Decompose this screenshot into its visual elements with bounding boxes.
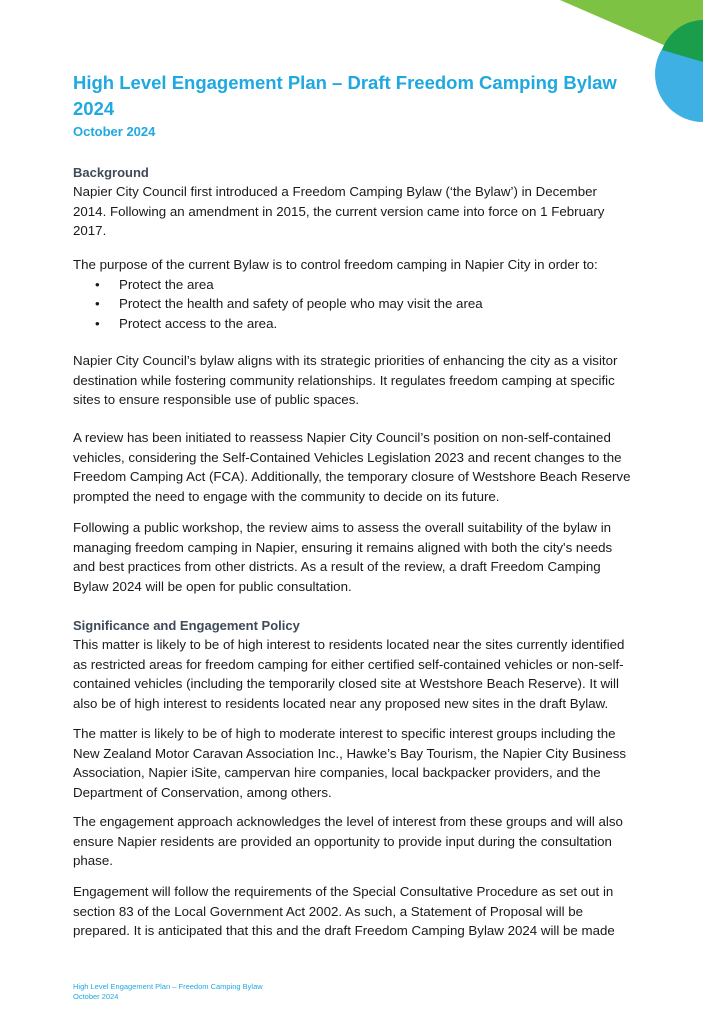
interest-groups-block — [73, 724, 633, 802]
purpose-list — [73, 275, 633, 334]
significance-paragraph-3: The engagement approach acknowledges the level of interest from these groups and will also ensure Napier residents are provided an opportunity to provide input during the consultation phase. — [73, 814, 623, 868]
significance-section — [73, 616, 633, 713]
background-section — [73, 163, 633, 241]
page-footer — [73, 982, 263, 1002]
document-date: October 2024 — [73, 124, 156, 139]
background-paragraph-2: The purpose of the current Bylaw is to control freedom camping in Napier City in order to: — [73, 257, 598, 272]
significance-paragraph-2: The matter is likely to be of high to moderate interest to specific interest groups including the New Zealand Motor Caravan Association Inc., Hawke’s Bay Tourism, the Napier City Business Association, Napier iSite, campervan hire companies, local backpacker providers, and the Department of Conservation, among others. — [73, 726, 627, 800]
purpose-list-item: • Protect access to the area. — [73, 314, 633, 334]
background-paragraph-5: Following a public workshop, the review aims to assess the overall suitability of the bylaw in managing freedom camping in Napier, ensuring it remains aligned with both the city's needs and best practices from other districts. As a result of the review, a draft Freedom Camping Bylaw 2024 will be open for public consultation. — [73, 520, 613, 594]
consultative-procedure-block — [73, 882, 633, 941]
dark-green-segment-shape — [662, 20, 703, 62]
significance-paragraph-1: This matter is likely to be of high interest to residents located near the sites currently identified as restricted areas for freedom camping for either certified self-contained vehicles or non-self-contained vehicles (including the temporarily closed site at Westshore Beach Reserve). It will also be of high interest to residents located near any proposed new sites in the draft Bylaw. — [73, 637, 625, 711]
blue-circle-shape — [655, 26, 703, 122]
significance-paragraph-4: Engagement will follow the requirements of the Special Consultative Procedure as set out in section 83 of the Local Government Act 2002. As such, a Statement of Proposal will be prepared. It is anticipated that this and the draft Freedom Camping Bylaw 2024 will be made — [73, 884, 615, 938]
background-paragraph-4: A review has been initiated to reassess Napier City Council’s position on non-self-contained vehicles, considering the Self-Contained Vehicles Legislation 2023 and recent changes to the Freedom Camping Act (FCA). Additionally, the temporary closure of Westshore Beach Reserve prompted the need to engage with the community to decide on its future. — [73, 430, 631, 504]
background-paragraph-1: Napier City Council first introduced a Freedom Camping Bylaw (‘the Bylaw’) in December 2014. Following an amendment in 2015, the current version came into force on 1 February 2017. — [73, 184, 605, 238]
purpose-list-item: • Protect the health and safety of people who may visit the area — [73, 294, 633, 314]
footer-title: High Level Engagement Plan – Freedom Camping Bylaw — [73, 982, 263, 991]
purpose-block — [73, 255, 633, 333]
background-paragraph-3: Napier City Council’s bylaw aligns with its strategic priorities of enhancing the city as a visitor destination while fostering community relationships. It regulates freedom camping at specific sites to ensure responsible use of public spaces. — [73, 353, 618, 407]
footer-date: October 2024 — [73, 992, 119, 1001]
document-title: High Level Engagement Plan – Draft Freedom Camping Bylaw 2024 — [73, 72, 617, 119]
purpose-list-item: • Protect the area — [73, 275, 633, 295]
review-block — [73, 428, 633, 506]
significance-heading: Significance and Engagement Policy — [73, 618, 300, 633]
background-heading: Background — [73, 165, 149, 180]
strategy-block — [73, 351, 633, 410]
green-wedge-shape — [560, 0, 703, 62]
workshop-block — [73, 518, 633, 596]
engagement-approach-block — [73, 812, 633, 871]
